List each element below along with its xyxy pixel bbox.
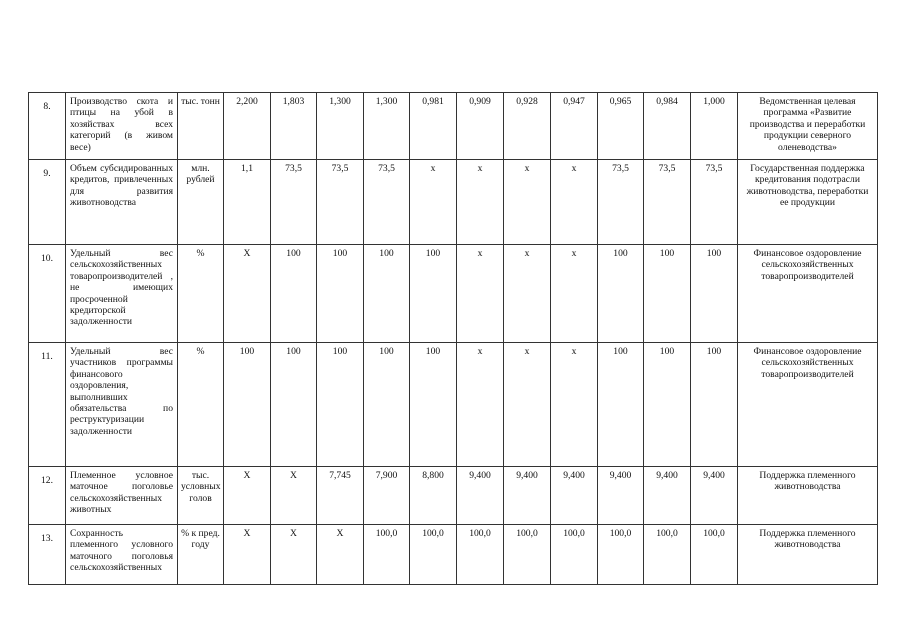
value-cell: 1,000 <box>691 93 738 160</box>
value-cell: 9,400 <box>457 467 504 525</box>
value-cell: 2,200 <box>224 93 271 160</box>
value-cell: 0,981 <box>410 93 457 160</box>
value-cell: 100,0 <box>644 525 691 585</box>
value-cell: 9,400 <box>691 467 738 525</box>
value-cell: 100 <box>598 245 644 343</box>
value-cell: 9,400 <box>504 467 551 525</box>
table-row <box>29 467 878 525</box>
value-cell: 100 <box>410 343 457 467</box>
unit-cell: % <box>178 245 224 343</box>
value-cell: X <box>317 525 364 585</box>
value-cell: 0,984 <box>644 93 691 160</box>
value-cell: 73,5 <box>364 160 410 245</box>
value-cell: X <box>224 245 271 343</box>
indicator-name: Производство скота и птицы на убой в хозяйствах всех категорий (в живом весе) <box>66 93 178 160</box>
value-cell: 7,900 <box>364 467 410 525</box>
indicator-name: Удельный вес сельскохозяйственных товаропроизводителей , не имеющих просроченной кредиторской задолженности <box>66 245 178 343</box>
row-number: 10. <box>29 245 66 343</box>
value-cell: 100 <box>317 343 364 467</box>
program-name: Финансовое оздоровление сельскохозяйственных товаропроизводителей <box>738 343 878 467</box>
table-row <box>29 525 878 585</box>
value-cell: 100,0 <box>504 525 551 585</box>
value-cell: 100,0 <box>457 525 504 585</box>
value-cell: 100 <box>271 343 317 467</box>
program-name: Финансовое оздоровление сельскохозяйственных товаропроизводителей <box>738 245 878 343</box>
table-row <box>29 343 878 467</box>
value-cell: 100,0 <box>691 525 738 585</box>
value-cell: 100 <box>364 343 410 467</box>
value-cell: X <box>224 525 271 585</box>
value-cell: 100,0 <box>598 525 644 585</box>
value-cell: x <box>551 245 598 343</box>
value-cell: 0,928 <box>504 93 551 160</box>
program-name: Поддержка племенного животноводства <box>738 467 878 525</box>
value-cell: x <box>457 160 504 245</box>
value-cell: 9,400 <box>598 467 644 525</box>
row-number: 11. <box>29 343 66 467</box>
unit-cell: тыс. тонн <box>178 93 224 160</box>
indicators-table <box>28 92 878 585</box>
value-cell: x <box>551 160 598 245</box>
table-row <box>29 245 878 343</box>
value-cell: 9,400 <box>644 467 691 525</box>
value-cell: 100 <box>644 343 691 467</box>
program-name: Государственная поддержка кредитования подотрасли животноводства, переработки ее продукции <box>738 160 878 245</box>
value-cell: 100,0 <box>410 525 457 585</box>
value-cell: 1,1 <box>224 160 271 245</box>
value-cell: 1,803 <box>271 93 317 160</box>
value-cell: x <box>457 343 504 467</box>
unit-cell: % к пред. году <box>178 525 224 585</box>
unit-cell: % <box>178 343 224 467</box>
value-cell: 100 <box>317 245 364 343</box>
value-cell: 0,909 <box>457 93 504 160</box>
value-cell: 1,300 <box>364 93 410 160</box>
value-cell: 73,5 <box>271 160 317 245</box>
indicator-name: Племенное условное маточное поголовье сельскохозяйственных животных <box>66 467 178 525</box>
value-cell: X <box>271 467 317 525</box>
unit-cell: млн. рублей <box>178 160 224 245</box>
unit-cell: тыс. условных голов <box>178 467 224 525</box>
value-cell: x <box>457 245 504 343</box>
value-cell: 7,745 <box>317 467 364 525</box>
table-row <box>29 160 878 245</box>
program-name: Ведомственная целевая программа «Развитие производства и переработки продукции северного оленеводства» <box>738 93 878 160</box>
value-cell: 100 <box>224 343 271 467</box>
row-number: 12. <box>29 467 66 525</box>
value-cell: 73,5 <box>317 160 364 245</box>
value-cell: x <box>410 160 457 245</box>
value-cell: 8,800 <box>410 467 457 525</box>
value-cell: x <box>551 343 598 467</box>
value-cell: 100 <box>691 245 738 343</box>
value-cell: 100 <box>691 343 738 467</box>
value-cell: 73,5 <box>598 160 644 245</box>
value-cell: 100 <box>271 245 317 343</box>
value-cell: 100 <box>598 343 644 467</box>
value-cell: 9,400 <box>551 467 598 525</box>
value-cell: 100,0 <box>551 525 598 585</box>
indicator-name: Удельный вес участников программы финансового оздоровления, выполнивших обязательства по реструктуризации задолженности <box>66 343 178 467</box>
row-number: 9. <box>29 160 66 245</box>
value-cell: X <box>271 525 317 585</box>
value-cell: 100 <box>410 245 457 343</box>
value-cell: 73,5 <box>644 160 691 245</box>
value-cell: 100 <box>644 245 691 343</box>
value-cell: 0,965 <box>598 93 644 160</box>
value-cell: 0,947 <box>551 93 598 160</box>
program-name: Поддержка племенного животноводства <box>738 525 878 585</box>
value-cell: 1,300 <box>317 93 364 160</box>
value-cell: x <box>504 160 551 245</box>
value-cell: x <box>504 245 551 343</box>
value-cell: 100 <box>364 245 410 343</box>
value-cell: X <box>224 467 271 525</box>
row-number: 13. <box>29 525 66 585</box>
value-cell: 100,0 <box>364 525 410 585</box>
indicator-name: Объем субсидированных кредитов, привлеченных для развития животноводства <box>66 160 178 245</box>
indicator-name: Сохранность племенного условного маточного поголовья сельскохозяйственных <box>66 525 178 585</box>
table-row <box>29 93 878 160</box>
value-cell: 73,5 <box>691 160 738 245</box>
row-number: 8. <box>29 93 66 160</box>
value-cell: x <box>504 343 551 467</box>
